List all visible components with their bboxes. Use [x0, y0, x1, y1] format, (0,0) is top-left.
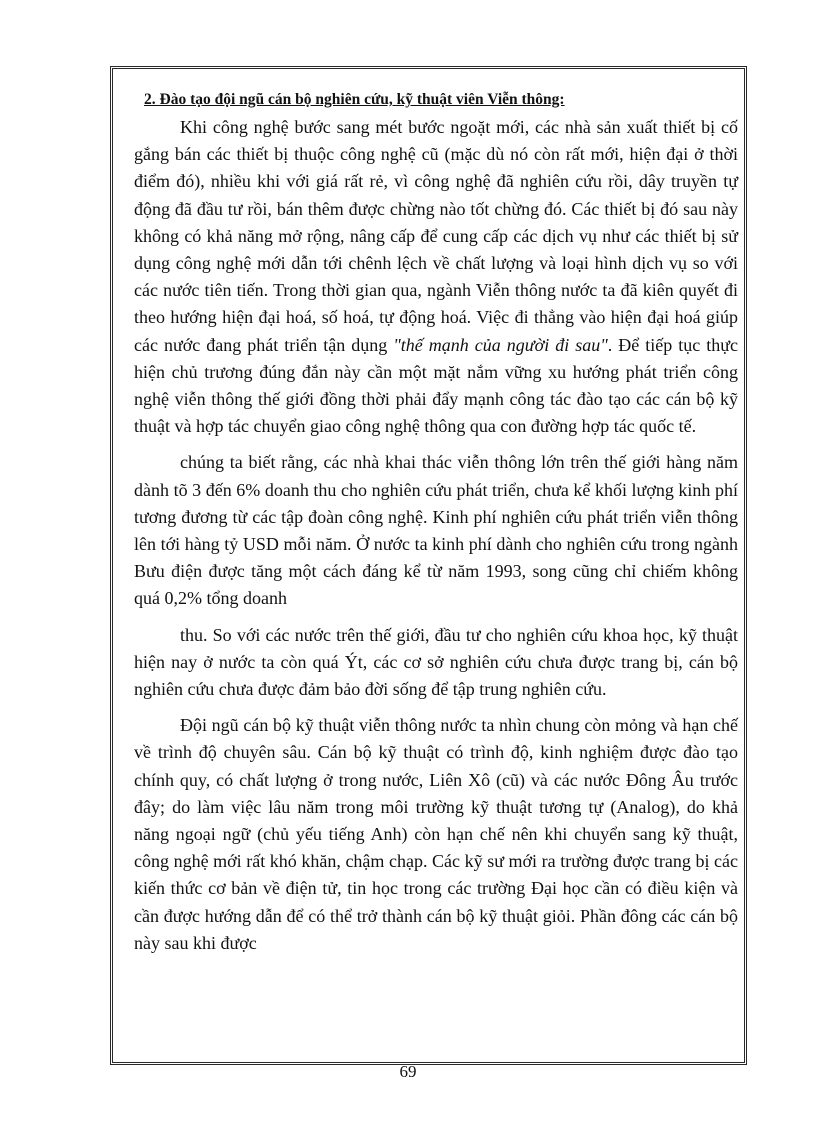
page-number: 69 [399, 1062, 417, 1081]
paragraph-2: chúng ta biết rằng, các nhà khai thác viễn thông lớn trên thế giới hàng năm dành tõ 3 đến 6% doanh thu cho nghiên cứu phát triển, chưa kể khối lượng kinh phí tương đương từ các tập đoàn công nghệ. Kinh phí nghiên cứu phát triển viễn thông lên tới hàng tỷ USD mỗi năm. Ở nước ta kinh phí dành cho nghiên cứu trong ngành Bưu điện được tăng một cách đáng kể từ năm 1993, song cũng chỉ chiếm không quá 0,2% tổng doanh [134, 452, 738, 609]
paragraph-4: Đội ngũ cán bộ kỹ thuật viễn thông nước ta nhìn chung còn mỏng và hạn chế về trình độ chuyên sâu. Cán bộ kỹ thuật có trình độ, kinh nghiệm được đào tạo chính quy, có chất lượng ở trong nước, Liên Xô (cũ) và các nước Đông Âu trước đây; do làm việc lâu năm trong môi trường kỹ thuật tương tự (Analog), do khả năng ngoại ngữ (chủ yếu tiếng Anh) còn hạn chế nên khi chuyển sang kỹ thuật, công nghệ mới rất khó khăn, chậm chạp. Các kỹ sư mới ra trường được trang bị các kiến thức cơ bản về điện tử, tin học trong các trường Đại học cần có điều kiện và cần được hướng dẫn để có thể trở thành cán bộ kỹ thuật giỏi. Phần đông các cán bộ này sau khi được [134, 715, 738, 953]
document-body [134, 90, 738, 957]
paragraph-3: thu. So với các nước trên thế giới, đầu tư cho nghiên cứu khoa học, kỹ thuật hiện nay ở nước ta còn quá Ýt, các cơ sở nghiên cứu chưa được trang bị, cán bộ nghiên cứu chưa được đảm bảo đời sống để tập trung nghiên cứu. [134, 624, 738, 700]
paragraph-1 [134, 114, 738, 440]
paragraph-1-text-end: . Để tiếp tục thực hiện chủ trương đúng đắn này cần một mặt nắm vững xu hướng phát triển công nghệ viễn thông thế giới đồng thời phải đẩy mạnh công tác đào tạo các cán bộ kỹ thuật và hợp tác chuyển giao công nghệ thông qua con đường hợp tác quốc tế. [134, 334, 738, 437]
paragraph-1-text: Khi công nghệ bước sang mét bước ngoặt mới, các nhà sản xuất thiết bị cố gắng bán các thiết bị thuộc công nghệ cũ (mặc dù nó còn rất mới, hiện đại ở thời điểm đó), nhiều khi với giá rất rẻ, vì công nghệ đã nghiên cứu rồi, dây truyền tự động đã đầu tư rồi, bán thêm được chừng nào tốt chừng đó. Các thiết bị đó sau này không có khả năng mở rộng, nâng cấp để cung cấp các dịch vụ như các thiết bị sử dụng công nghệ mới dẫn tới chênh lệch về chất lượng và loại hình dịch vụ so với các nước tiên tiến. Trong thời gian qua, ngành Viễn thông nước ta đã kiên quyết đi theo hướng hiện đại hoá, số hoá, tự động hoá. Việc đi thẳng vào hiện đại hoá giúp các nước đang phát triển tận dụng [134, 117, 738, 355]
paragraph-1-quote: "thế mạnh của người đi sau" [393, 334, 608, 355]
section-heading: 2. Đào tạo đội ngũ cán bộ nghiên cứu, kỹ thuật viên Viễn thông: [144, 91, 565, 108]
